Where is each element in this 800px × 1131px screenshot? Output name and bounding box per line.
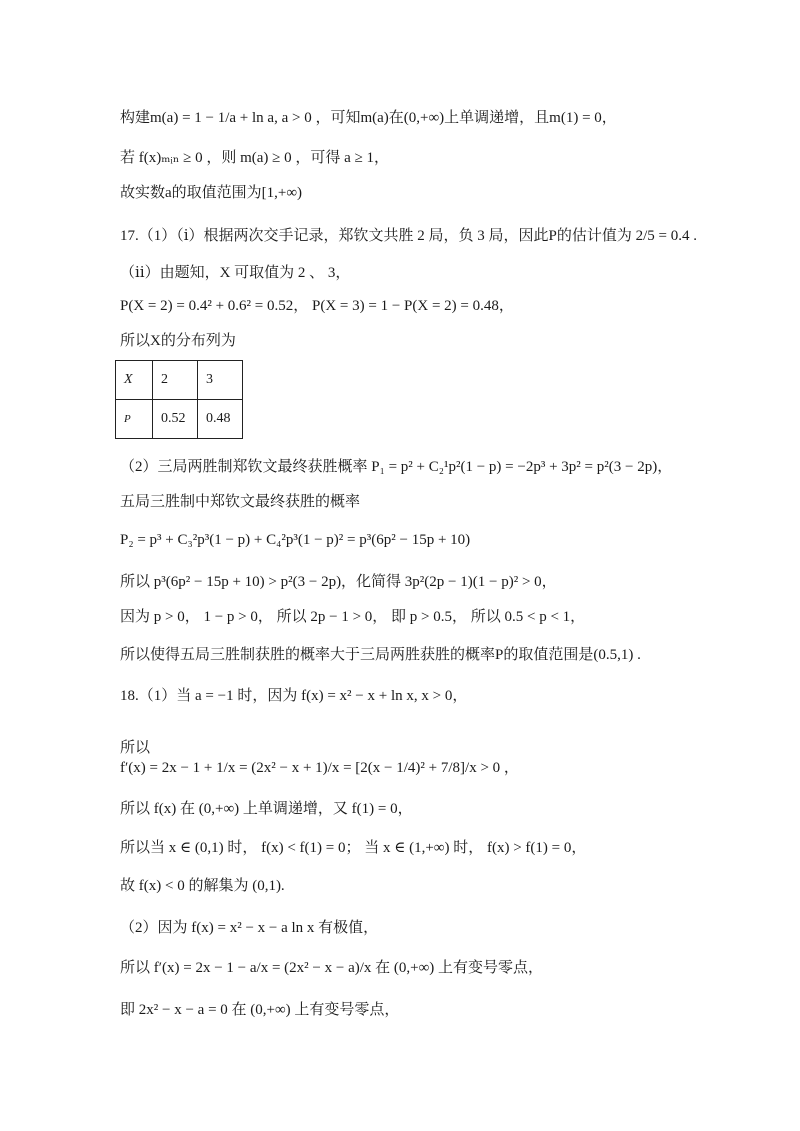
line-17: 所以 f(x) 在 (0,+∞) 上单调递增，又 f(1) = 0， (120, 801, 413, 817)
line-5: （ⅱ）由题知，X 可取值为 2 、 3， (120, 265, 351, 281)
line-16: f′(x) = 2x − 1 + 1/x = (2x² − x + 1)/x = [2(x − 1/4)² + 7/8]/x > 0 ， (120, 760, 519, 776)
line-19: 故 f(x) < 0 的解集为 (0,1). (120, 878, 285, 894)
table-cell: P (116, 400, 153, 439)
line-13: 所以使得五局三胜制获胜的概率大于三局两胜获胜的概率P的取值范围是(0.5,1) . (120, 647, 641, 663)
line-9: 五局三胜制中郑钦文最终获胜的概率 (120, 494, 361, 510)
line-12: 因为 p > 0， 1 − p > 0， 所以 2p − 1 > 0， 即 p > 0.5， 所以 0.5 < p < 1， (120, 609, 586, 625)
line-15: 所以 (120, 740, 151, 756)
table-cell: X (116, 361, 153, 400)
line-20: （2）因为 f(x) = x² − x − a ln x 有极值， (120, 920, 379, 936)
line-1: 构建m(a) = 1 − 1/a + ln a, a > 0 ，可知m(a)在(0,+∞)上单调递增，且m(1) = 0， (120, 110, 617, 126)
line-7: 所以X的分布列为 (120, 333, 236, 349)
table-row (116, 400, 243, 439)
line-18: 所以当 x ∈ (0,1) 时， f(x) < f(1) = 0； 当 x ∈ (1,+∞) 时， f(x) > f(1) = 0， (120, 840, 587, 856)
line-3: 故实数a的取值范围为[1,+∞) (120, 185, 303, 201)
line-14: 18.（1）当 a = −1 时，因为 f(x) = x² − x + ln x, x > 0， (120, 688, 468, 704)
line-22: 即 2x² − x − a = 0 在 (0,+∞) 上有变号零点， (120, 1002, 400, 1018)
line-21: 所以 f′(x) = 2x − 1 − a/x = (2x² − x − a)/x 在 (0,+∞) 上有变号零点， (120, 960, 544, 976)
line-2: 若 f(x)ₘᵢₙ ≥ 0 ，则 m(a) ≥ 0 ，可得 a ≥ 1， (120, 150, 390, 166)
line-4: 17.（1）（ⅰ）根据两次交手记录，郑钦文共胜 2 局，负 3 局，因此P的估计值为 2/5 = 0.4 . (120, 228, 698, 244)
table-cell: 2 (153, 361, 198, 400)
line-11: 所以 p³(6p² − 15p + 10) > p²(3 − 2p)，化简得 3p²(2p − 1)(1 − p)² > 0， (120, 574, 557, 590)
table-row (116, 361, 243, 400)
line-10: P₂ = p³ + C₃²p³(1 − p) + C₄²p³(1 − p)² = p³(6p² − 15p + 10) (120, 532, 471, 548)
line-8: （2）三局两胜制郑钦文最终获胜概率 P₁ = p² + C₂¹p²(1 − p) = −2p³ + 3p² = p²(3 − 2p)， (120, 459, 673, 475)
table-cell: 0.52 (153, 400, 198, 439)
table-cell: 0.48 (198, 400, 243, 439)
table-cell: 3 (198, 361, 243, 400)
distribution-table (115, 360, 243, 439)
line-6: P(X = 2) = 0.4² + 0.6² = 0.52， P(X = 3) = 1 − P(X = 2) = 0.48， (120, 298, 514, 314)
